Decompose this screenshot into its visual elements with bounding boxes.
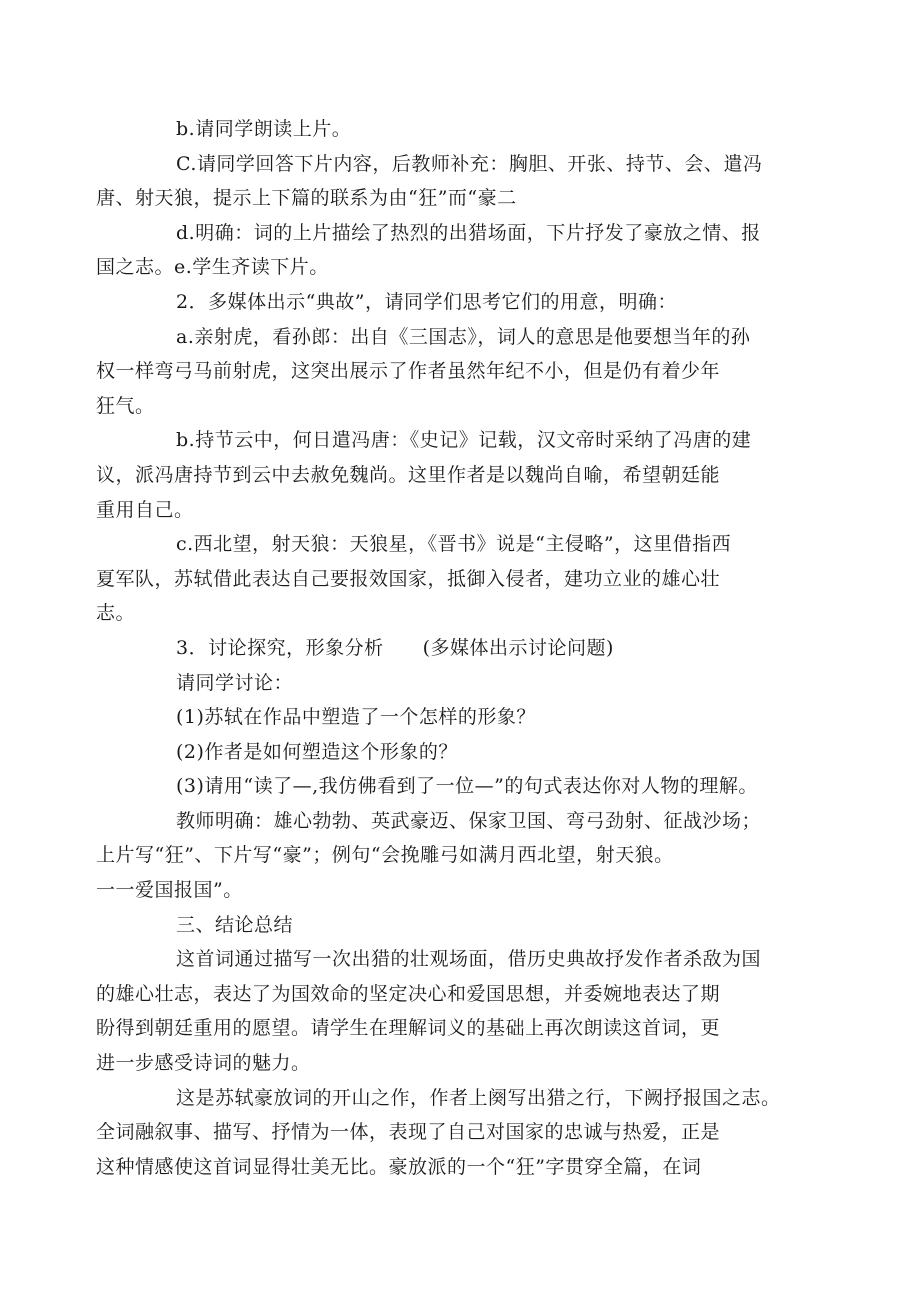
text-line: 国之志。e.学生齐读下片。 [96, 256, 329, 279]
text-line: (1)苏轼在作品中塑造了一个怎样的形象？ [176, 706, 536, 729]
paragraph-p12 [136, 769, 796, 804]
text-line: a.亲射虎，看孙郎：出自《三国志》，词人的意思是他要想当年的孙 [176, 325, 751, 348]
paragraph-p1 [136, 112, 796, 147]
text-line: 狂气。 [96, 394, 155, 417]
text-line: 这是苏轼豪放词的开山之作，作者上阕写出猎之行，下阙抒报国之志。 [176, 1086, 781, 1109]
paragraph-p10 [136, 700, 796, 735]
text-line: 志。 [96, 602, 136, 625]
text-line: 盼得到朝廷重用的愿望。请学生在理解词义的基础上再次朗读这首词，更 [96, 1017, 721, 1040]
text-line: 的雄心壮志，表达了为国效命的坚定决心和爱国思想，并委婉地表达了期 [96, 982, 721, 1005]
text-line: 进一步感受诗词的魅力。 [96, 1052, 311, 1075]
document-body [96, 112, 796, 1184]
paragraph-p6 [96, 423, 796, 527]
text-line: 2．多媒体出示“典故”，请同学们思考它们的用意，明确： [176, 290, 678, 313]
paragraph-p2 [96, 147, 796, 216]
paragraph-p7 [96, 527, 796, 631]
text-line: b.请同学朗读上片。 [176, 118, 352, 140]
text-line: C.请同学回答下片内容，后教师补充：胸胆、开张、持节、会、遣冯 [176, 152, 763, 175]
paragraph-p5 [96, 320, 796, 424]
paragraph-p4 [136, 285, 796, 320]
text-line: 议，派冯唐持节到云中去赦免魏尚。这里作者是以魏尚自喻，希望朝廷能 [96, 463, 721, 486]
text-line: 这首词通过描写一次出猎的壮观场面，借历史典故抒发作者杀敌为国 [176, 948, 762, 971]
text-line: 这种情感使这首词显得壮美无比。豪放派的一个“狂”字贯穿全篇，在词 [96, 1155, 702, 1178]
text-line: (2)作者是如何塑造这个形象的？ [176, 740, 458, 763]
text-line: 三、结论总结 [176, 913, 294, 936]
text-line: b.持节云中，何日遣冯唐：《史记》记载，汉文帝时采纳了冯唐的建 [176, 429, 752, 452]
text-line: 权一样弯弓马前射虎，这突出展示了作者虽然年纪不小，但是仍有着少年 [96, 360, 721, 383]
paragraph-p9 [136, 666, 796, 701]
text-line: 夏军队，苏轼借此表达自己要报效国家，抵御入侵者，建功立业的雄心壮 [96, 567, 721, 590]
text-line: 一一爱国报国”。 [96, 879, 243, 902]
text-line: c.西北望，射天狼：天狼星，《晋书》说是“主侵略”，这里借指西 [176, 533, 732, 556]
paragraph-p16 [96, 1081, 796, 1185]
text-line: 唐、射天狼，提示上下篇的联系为由“狂”而“豪二 [96, 187, 517, 210]
text-line: (3)请用“读了—,我仿佛看到了一位—”的句式表达你对人物的理解。 [176, 775, 758, 798]
paragraph-p15 [96, 942, 796, 1080]
text-line: 教师明确：雄心勃勃、英武豪迈、保家卫国、弯弓劲射、征战沙场； [176, 809, 762, 832]
text-line: 3．讨论探究，形象分析 (多媒体出示讨论问题) [176, 636, 614, 659]
paragraph-p13 [96, 804, 796, 908]
text-line: 全词融叙事、描写、抒情为一体，表现了自己对国家的忠诚与热爱，正是 [96, 1121, 721, 1144]
text-line: 重用自己。 [96, 498, 194, 521]
paragraph-p11 [136, 735, 796, 770]
paragraph-p14 [136, 908, 796, 943]
text-line: d.明确：词的上片描绘了热烈的出猎场面，下片抒发了豪放之情、报 [176, 221, 761, 244]
paragraph-p3 [96, 216, 796, 285]
text-line: 请同学讨论： [176, 671, 294, 694]
text-line: 上片写“狂”、下片写“豪”；例句“会挽雕弓如满月西北望，射天狼。 [96, 844, 674, 867]
paragraph-p8 [136, 631, 796, 666]
